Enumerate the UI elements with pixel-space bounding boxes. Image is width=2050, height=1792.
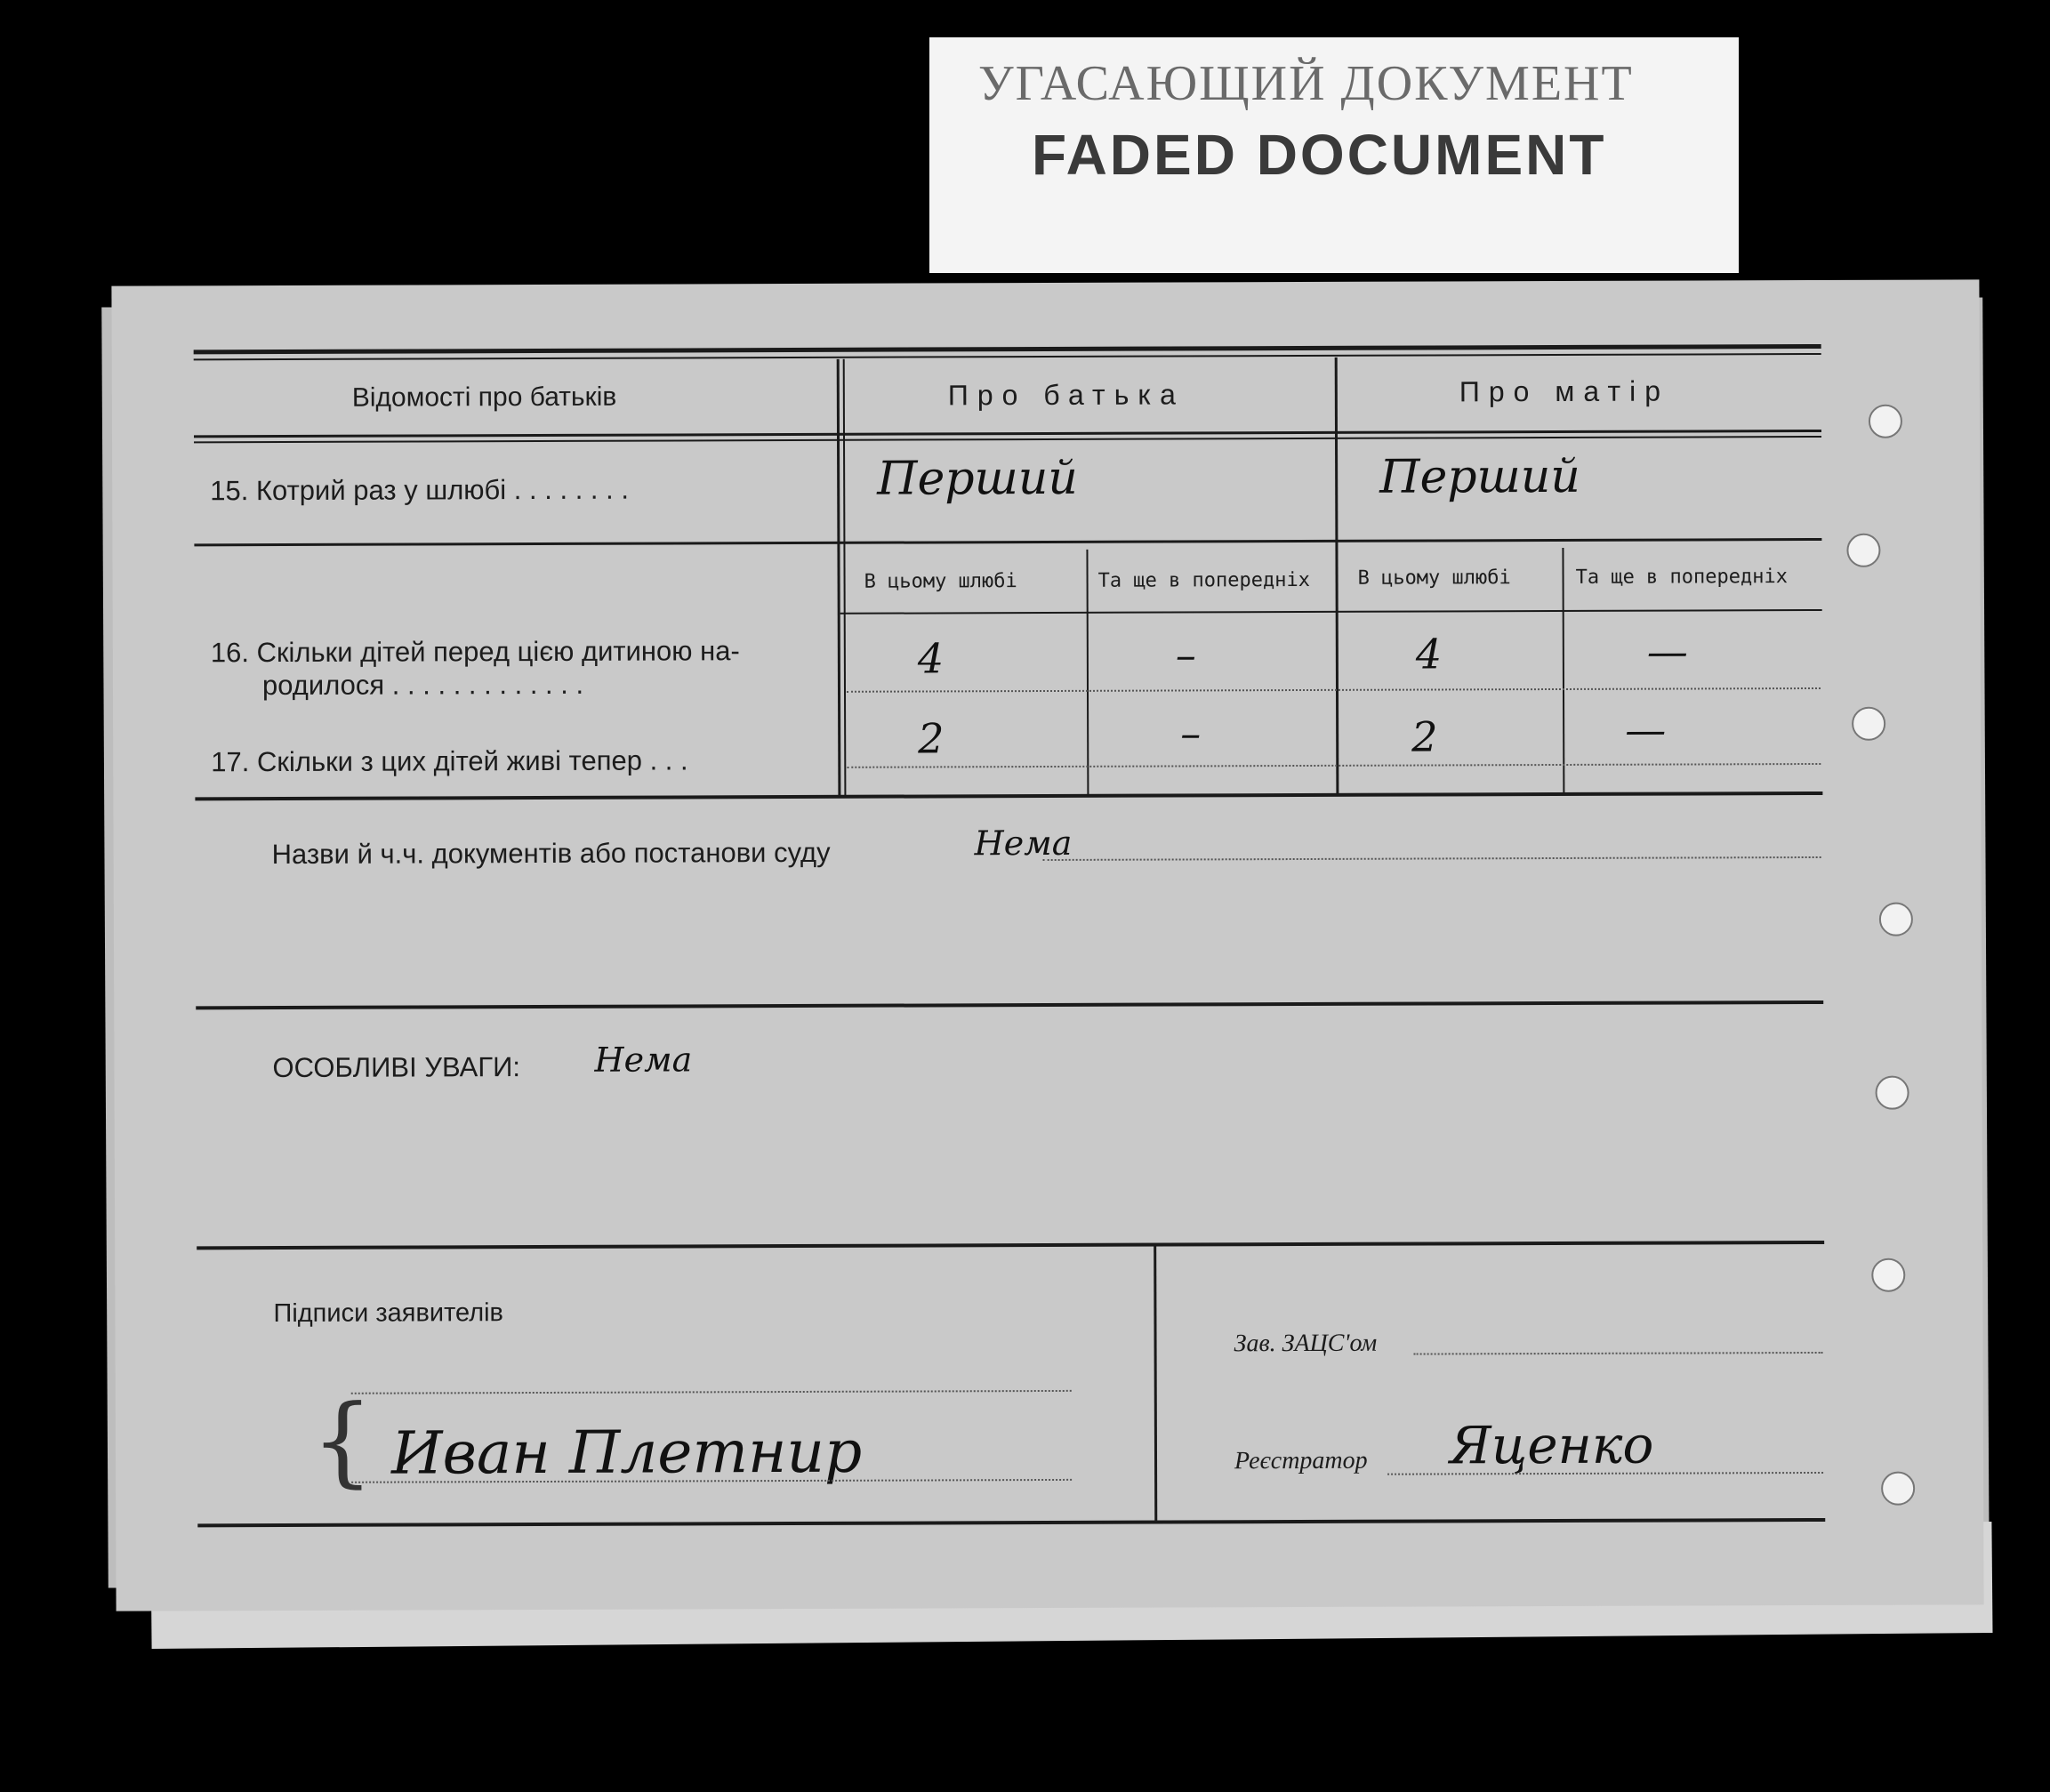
- father-sub-this: В цьому шлюбі: [864, 570, 1017, 593]
- row-16-label-b: родилося . . . . . . . . . . . . .: [261, 668, 584, 702]
- subheader-rule: [840, 609, 1822, 615]
- documents-dotted-line: [1043, 856, 1821, 861]
- row-15-mother-value: Перший: [1379, 449, 1580, 504]
- column-divider: [837, 359, 841, 797]
- remarks-label: ОСОБЛИВІ УВАГИ:: [272, 1051, 521, 1084]
- column-divider: [843, 359, 847, 797]
- remarks-bottom-rule: [197, 1241, 1824, 1250]
- punch-hole: [1876, 1076, 1909, 1110]
- row-15-rule: [194, 538, 1821, 546]
- punch-hole: [1846, 534, 1880, 567]
- head-label: Зав. ЗАЦС'ом: [1234, 1329, 1378, 1358]
- remarks-value: Нема: [594, 1040, 693, 1080]
- row-17-father-this: 2: [918, 714, 945, 763]
- punch-hole: [1869, 405, 1902, 438]
- row-15-father-value: Перший: [877, 451, 1078, 506]
- stamp-text-ru: УГАСАЮЩИЙ ДОКУМЕНТ: [978, 56, 1634, 111]
- head-dotted-line: [1414, 1352, 1823, 1355]
- column-divider: [1335, 358, 1339, 795]
- row-17-mother-this: 2: [1411, 712, 1438, 761]
- punch-hole: [1871, 1258, 1905, 1292]
- signature-divider: [1154, 1245, 1157, 1521]
- documents-label: Назви й ч.ч. документів або постанови суду: [271, 836, 831, 871]
- row-16-label-a: 16. Скільки дітей перед цією дитиною на-: [210, 635, 740, 669]
- applicants-label: Підписи заявителів: [273, 1298, 503, 1329]
- row-17-father-prev: –: [1180, 709, 1202, 758]
- row-16-dotted-line: [847, 687, 1821, 693]
- column-divider: [1562, 548, 1564, 794]
- registry-card: [111, 279, 1983, 1611]
- row-17-mother-prev: —: [1625, 705, 1667, 754]
- top-rule-thin: [194, 353, 1821, 360]
- punch-hole: [1879, 903, 1913, 936]
- row-16-mother-prev: —: [1646, 627, 1688, 676]
- punch-hole: [1881, 1472, 1915, 1506]
- row-15-label: 15. Котрий раз у шлюбі . . . . . . . .: [210, 473, 630, 507]
- column-divider: [1086, 550, 1089, 796]
- faded-document-stamp: [929, 37, 1739, 273]
- documents-bottom-rule: [196, 1000, 1823, 1009]
- punch-hole: [1852, 707, 1885, 741]
- row-16-mother-this: 4: [1415, 630, 1443, 679]
- applicant-signature: Иван Плетнир: [390, 1417, 863, 1488]
- mother-header: Про матір: [1459, 374, 1670, 408]
- applicant-brace: {: [310, 1383, 374, 1498]
- row-17-dotted-line: [847, 763, 1821, 768]
- registrar-signature: Яценко: [1449, 1414, 1654, 1476]
- mother-sub-prev: Та ще в попередніх: [1575, 566, 1789, 589]
- applicant-dotted-line-1: [351, 1390, 1072, 1394]
- card-bottom-rule: [197, 1518, 1825, 1527]
- stamp-text-en: FADED DOCUMENT: [1032, 123, 1607, 187]
- header-label: Відомості про батьків: [351, 382, 617, 413]
- row-17-label: 17. Скільки з цих дітей живі тепер . . .: [211, 744, 688, 778]
- table-bottom-rule: [195, 792, 1822, 800]
- father-header: Про батька: [947, 378, 1185, 412]
- mother-sub-this: В цьому шлюбі: [1357, 567, 1511, 590]
- row-16-father-this: 4: [917, 634, 945, 683]
- top-rule: [194, 344, 1821, 354]
- row-16-father-prev: –: [1175, 631, 1196, 679]
- father-sub-prev: Та ще в попередніх: [1097, 568, 1311, 592]
- documents-value: Нема: [974, 823, 1073, 864]
- registrar-label: Реєстратор: [1234, 1446, 1368, 1475]
